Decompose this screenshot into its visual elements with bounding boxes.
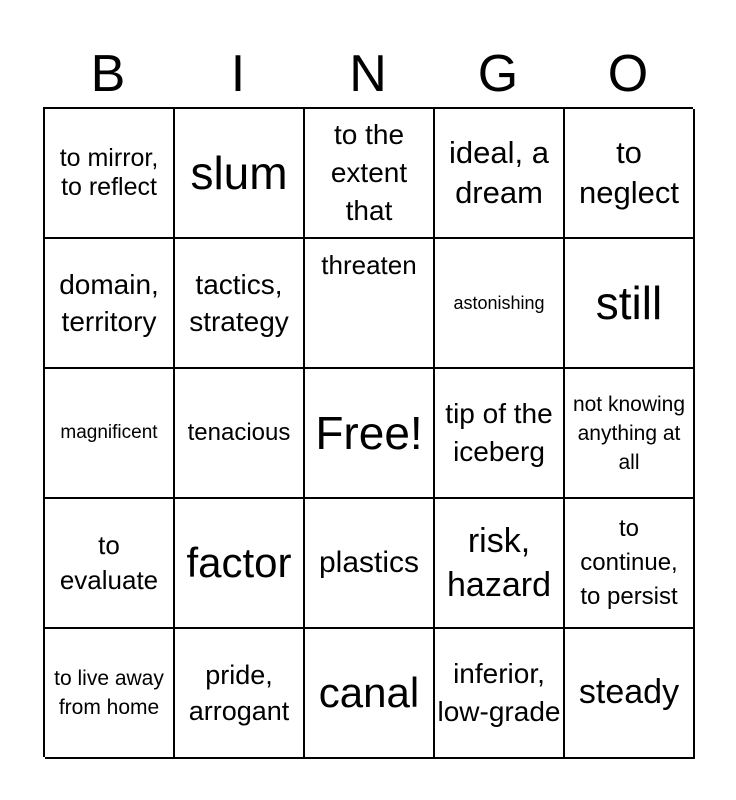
bingo-cell-r3-c5[interactable] xyxy=(565,369,695,499)
cell-label: to neglect xyxy=(579,135,679,210)
header-letter-b: B xyxy=(90,45,126,103)
cell-label: factor xyxy=(186,538,292,586)
bingo-cell-r2-c2[interactable] xyxy=(175,239,305,369)
bingo-cell-r4-c5[interactable] xyxy=(565,499,695,629)
bingo-cell-r5-c4[interactable] xyxy=(435,629,565,759)
cell-label: to evaluate xyxy=(59,530,159,595)
cell-label: to live away from home xyxy=(54,667,164,719)
bingo-cell-r2-c1[interactable] xyxy=(45,239,175,369)
cell-label: risk, hazard xyxy=(447,522,551,604)
bingo-cell-r1-c3[interactable] xyxy=(305,109,435,239)
bingo-cell-r2-c3[interactable] xyxy=(305,239,435,369)
bingo-cell-r4-c2[interactable] xyxy=(175,499,305,629)
cell-label: tenacious xyxy=(187,419,291,447)
bingo-cell-r4-c3[interactable] xyxy=(305,499,435,629)
cell-label: canal xyxy=(318,668,420,716)
cell-label: not knowing anything at all xyxy=(572,392,686,474)
bingo-cell-r5-c5[interactable] xyxy=(565,629,695,759)
cell-label: to the extent that xyxy=(330,119,408,226)
bingo-cell-r3-c2[interactable] xyxy=(175,369,305,499)
cell-label: to continue, to persist xyxy=(580,515,678,610)
cell-label: domain, territory xyxy=(59,269,159,337)
header-letter-i: I xyxy=(230,45,246,103)
cell-label: ideal, a dream xyxy=(449,135,549,210)
bingo-cell-r4-c1[interactable] xyxy=(45,499,175,629)
bingo-cell-r4-c4[interactable] xyxy=(435,499,565,629)
cell-label: astonishing xyxy=(453,292,545,313)
bingo-cell-r5-c3[interactable] xyxy=(305,629,435,759)
cell-label: inferior, low-grade xyxy=(437,658,561,727)
bingo-cell-r2-c5[interactable] xyxy=(565,239,695,369)
bingo-cell-r3-c1[interactable] xyxy=(45,369,175,499)
bingo-cell-r1-c2[interactable] xyxy=(175,109,305,239)
cell-label: plastics xyxy=(318,545,420,579)
free-space-label: Free! xyxy=(315,406,423,459)
cell-label: steady xyxy=(578,673,680,712)
cell-label: still xyxy=(595,276,663,329)
bingo-cell-r2-c4[interactable] xyxy=(435,239,565,369)
bingo-cell-r1-c4[interactable] xyxy=(435,109,565,239)
bingo-cell-r5-c1[interactable] xyxy=(45,629,175,759)
bingo-cell-r1-c5[interactable] xyxy=(565,109,695,239)
bingo-cell-r1-c1[interactable] xyxy=(45,109,175,239)
bingo-cell-r5-c2[interactable] xyxy=(175,629,305,759)
bingo-cell-r3-c3-free-space[interactable] xyxy=(305,369,435,499)
bingo-cell-r3-c4[interactable] xyxy=(435,369,565,499)
cell-label: pride, arrogant xyxy=(188,660,290,726)
cell-label: slum xyxy=(190,146,288,199)
cell-label: threaten xyxy=(321,250,417,280)
bingo-board xyxy=(43,107,693,757)
header-letter-o: O xyxy=(607,45,649,103)
header-letter-n: N xyxy=(349,45,387,103)
header-letter-g: G xyxy=(477,45,519,103)
cell-label: magnificent xyxy=(60,422,158,444)
bingo-header xyxy=(43,42,693,106)
cell-label: tip of the iceberg xyxy=(445,398,553,467)
cell-label: to mirror, to reflect xyxy=(59,144,159,201)
cell-label: tactics, strategy xyxy=(189,269,289,337)
